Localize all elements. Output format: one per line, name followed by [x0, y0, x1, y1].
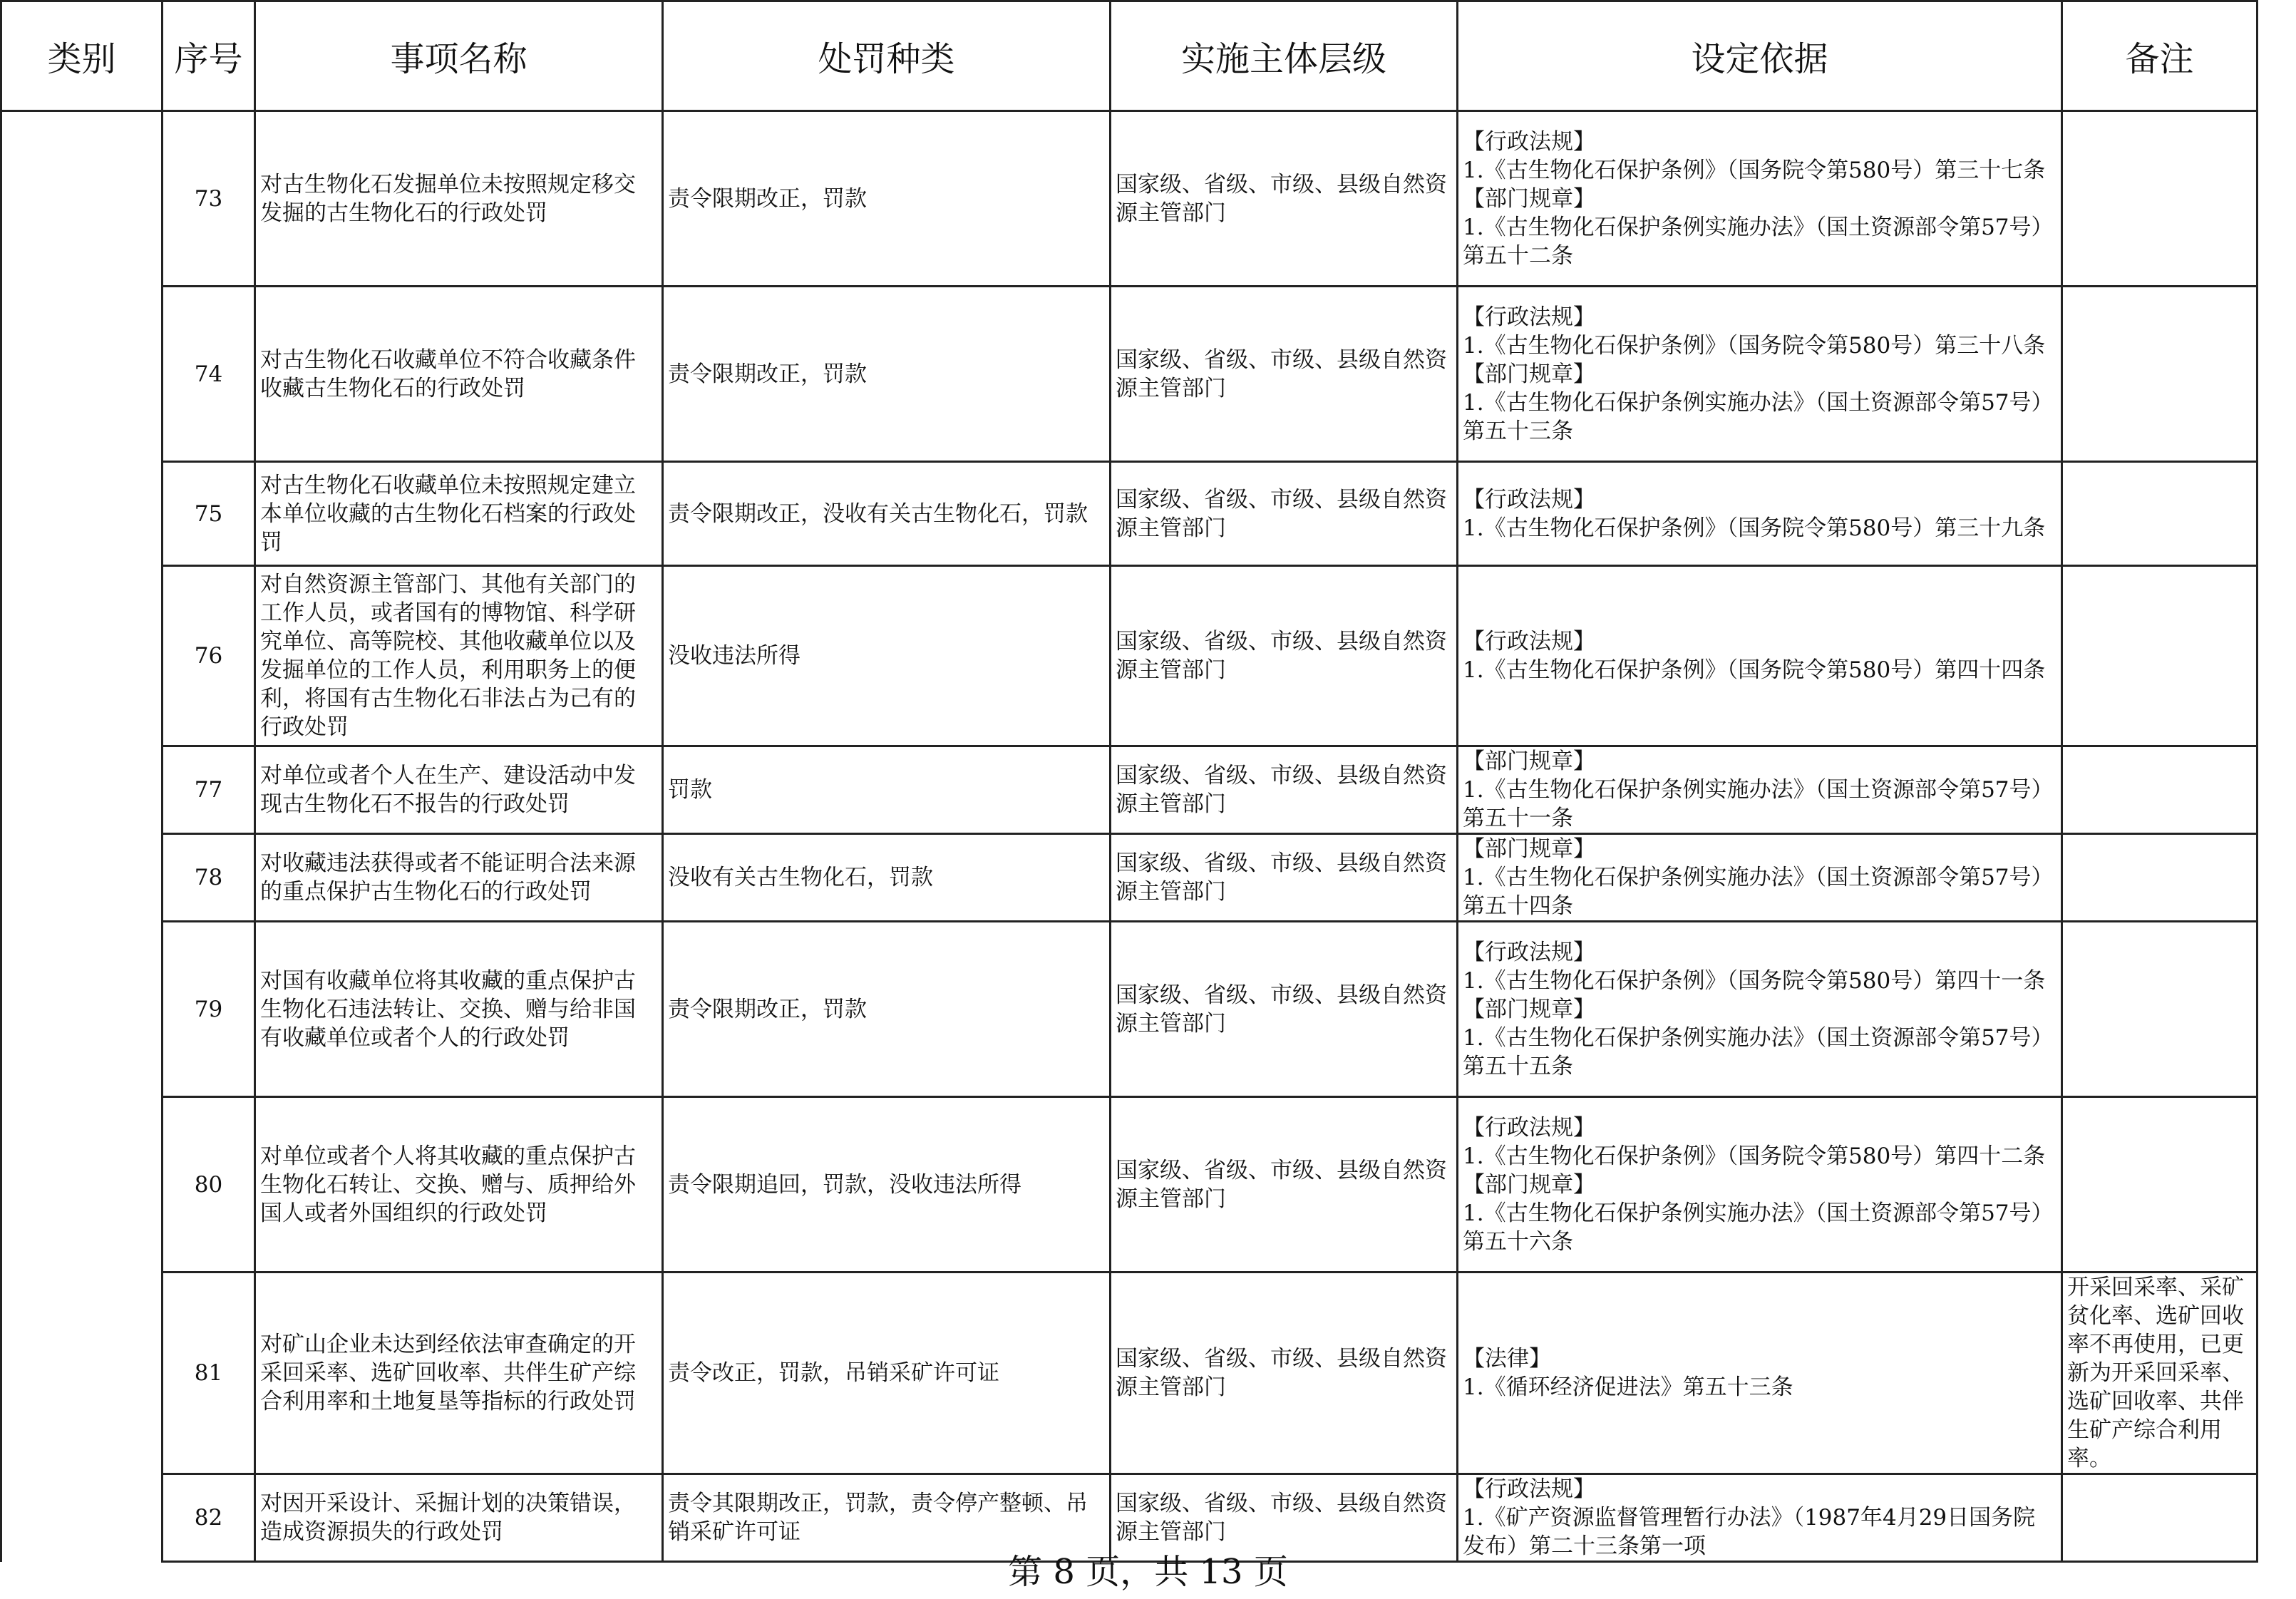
penalty-cell: 责令其限期改正，罚款，责令停产整顿、吊销采矿许可证: [663, 1474, 1111, 1562]
basis-cell: 【部门规章】 1.《古生物化石保护条例实施办法》（国土资源部令第57号）第五十四条: [1458, 834, 2062, 922]
page-footer: 第 8 页，共 13 页: [1008, 1552, 1288, 1592]
penalty-cell: 责令改正，罚款，吊销采矿许可证: [663, 1272, 1111, 1474]
level-cell: 国家级、省级、市级、县级自然资源主管部门: [1111, 462, 1458, 566]
seq-cell: 78: [163, 834, 255, 922]
seq-cell: 75: [163, 462, 255, 566]
basis-cell: 【行政法规】 1.《古生物化石保护条例》（国务院令第580号）第三十七条 【部门规章】 1.《古生物化石保护条例实施办法》（国土资源部令第57号）第五十二条: [1458, 111, 2062, 287]
penalty-cell: 责令限期追回，罚款，没收违法所得: [663, 1097, 1111, 1272]
item-name-cell: 对单位或者个人将其收藏的重点保护古生物化石转让、交换、赠与、质押给外国人或者外国组织的行政处罚: [255, 1097, 663, 1272]
seq-cell: 76: [163, 566, 255, 746]
header-row: [1, 1, 2258, 111]
table-row: [1, 1474, 2258, 1562]
table-row: [1, 462, 2258, 566]
seq-cell: 74: [163, 287, 255, 462]
table-row: [1, 1097, 2258, 1272]
remark-cell: 开采回采率、采矿贫化率、选矿回收率不再使用，已更新为开采回采率、选矿回收率、共伴生矿产综合利用率。: [2062, 1272, 2258, 1474]
penalty-cell: 责令限期改正，没收有关古生物化石，罚款: [663, 462, 1111, 566]
basis-cell: 【行政法规】 1.《古生物化石保护条例》（国务院令第580号）第四十二条 【部门规章】 1.《古生物化石保护条例实施办法》（国土资源部令第57号）第五十六条: [1458, 1097, 2062, 1272]
penalty-cell: 责令限期改正，罚款: [663, 287, 1111, 462]
level-cell: 国家级、省级、市级、县级自然资源主管部门: [1111, 1097, 1458, 1272]
penalty-cell: 罚款: [663, 746, 1111, 834]
header-seq: 序号: [163, 1, 255, 111]
header-level: 实施主体层级: [1111, 1, 1458, 111]
table-row: [1, 111, 2258, 287]
item-name-cell: 对单位或者个人在生产、建设活动中发现古生物化石不报告的行政处罚: [255, 746, 663, 834]
item-name-cell: 对自然资源主管部门、其他有关部门的工作人员，或者国有的博物馆、科学研究单位、高等院校、其他收藏单位以及发掘单位的工作人员，利用职务上的便利，将国有古生物化石非法占为己有的行政处罚: [255, 566, 663, 746]
level-cell: 国家级、省级、市级、县级自然资源主管部门: [1111, 1474, 1458, 1562]
seq-cell: 79: [163, 922, 255, 1097]
remark-cell: [2062, 462, 2258, 566]
remark-cell: [2062, 111, 2258, 287]
remark-cell: [2062, 1474, 2258, 1562]
header-category: 类别: [1, 1, 163, 111]
remark-cell: [2062, 1097, 2258, 1272]
remark-cell: [2062, 566, 2258, 746]
item-name-cell: 对因开采设计、采掘计划的决策错误，造成资源损失的行政处罚: [255, 1474, 663, 1562]
table-row: [1, 566, 2258, 746]
table-row: [1, 834, 2258, 922]
header-item-name: 事项名称: [255, 1, 663, 111]
item-name-cell: 对收藏违法获得或者不能证明合法来源的重点保护古生物化石的行政处罚: [255, 834, 663, 922]
header-penalty-type: 处罚种类: [663, 1, 1111, 111]
level-cell: 国家级、省级、市级、县级自然资源主管部门: [1111, 1272, 1458, 1474]
basis-cell: 【行政法规】 1.《矿产资源监督管理暂行办法》（1987年4月29日国务院发布）第二十三条第一项: [1458, 1474, 2062, 1562]
penalty-cell: 责令限期改正，罚款: [663, 111, 1111, 287]
basis-cell: 【行政法规】 1.《古生物化石保护条例》（国务院令第580号）第三十八条 【部门规章】 1.《古生物化石保护条例实施办法》（国土资源部令第57号）第五十三条: [1458, 287, 2062, 462]
seq-cell: 82: [163, 1474, 255, 1562]
level-cell: 国家级、省级、市级、县级自然资源主管部门: [1111, 566, 1458, 746]
level-cell: 国家级、省级、市级、县级自然资源主管部门: [1111, 922, 1458, 1097]
basis-cell: 【部门规章】 1.《古生物化石保护条例实施办法》（国土资源部令第57号）第五十一条: [1458, 746, 2062, 834]
remark-cell: [2062, 746, 2258, 834]
level-cell: 国家级、省级、市级、县级自然资源主管部门: [1111, 111, 1458, 287]
basis-cell: 【法律】 1.《循环经济促进法》第五十三条: [1458, 1272, 2062, 1474]
remark-cell: [2062, 287, 2258, 462]
category-cell: [1, 111, 163, 1562]
level-cell: 国家级、省级、市级、县级自然资源主管部门: [1111, 287, 1458, 462]
level-cell: 国家级、省级、市级、县级自然资源主管部门: [1111, 834, 1458, 922]
header-basis: 设定依据: [1458, 1, 2062, 111]
item-name-cell: 对矿山企业未达到经依法审查确定的开采回采率、选矿回收率、共伴生矿产综合利用率和土地复垦等指标的行政处罚: [255, 1272, 663, 1474]
item-name-cell: 对古生物化石收藏单位未按照规定建立本单位收藏的古生物化石档案的行政处罚: [255, 462, 663, 566]
table-row: [1, 746, 2258, 834]
penalty-cell: 责令限期改正，罚款: [663, 922, 1111, 1097]
remark-cell: [2062, 834, 2258, 922]
table-row: [1, 287, 2258, 462]
seq-cell: 77: [163, 746, 255, 834]
item-name-cell: 对国有收藏单位将其收藏的重点保护古生物化石违法转让、交换、赠与给非国有收藏单位或者个人的行政处罚: [255, 922, 663, 1097]
basis-cell: 【行政法规】 1.《古生物化石保护条例》（国务院令第580号）第四十一条 【部门规章】 1.《古生物化石保护条例实施办法》（国土资源部令第57号）第五十五条: [1458, 922, 2062, 1097]
item-name-cell: 对古生物化石收藏单位不符合收藏条件收藏古生物化石的行政处罚: [255, 287, 663, 462]
penalty-cell: 没收违法所得: [663, 566, 1111, 746]
table-row: [1, 1272, 2258, 1474]
remark-cell: [2062, 922, 2258, 1097]
header-remark: 备注: [2062, 1, 2258, 111]
level-cell: 国家级、省级、市级、县级自然资源主管部门: [1111, 746, 1458, 834]
basis-cell: 【行政法规】 1.《古生物化石保护条例》（国务院令第580号）第四十四条: [1458, 566, 2062, 746]
item-name-cell: 对古生物化石发掘单位未按照规定移交发掘的古生物化石的行政处罚: [255, 111, 663, 287]
seq-cell: 73: [163, 111, 255, 287]
seq-cell: 80: [163, 1097, 255, 1272]
penalty-cell: 没收有关古生物化石，罚款: [663, 834, 1111, 922]
seq-cell: 81: [163, 1272, 255, 1474]
table-row: [1, 922, 2258, 1097]
basis-cell: 【行政法规】 1.《古生物化石保护条例》（国务院令第580号）第三十九条: [1458, 462, 2062, 566]
